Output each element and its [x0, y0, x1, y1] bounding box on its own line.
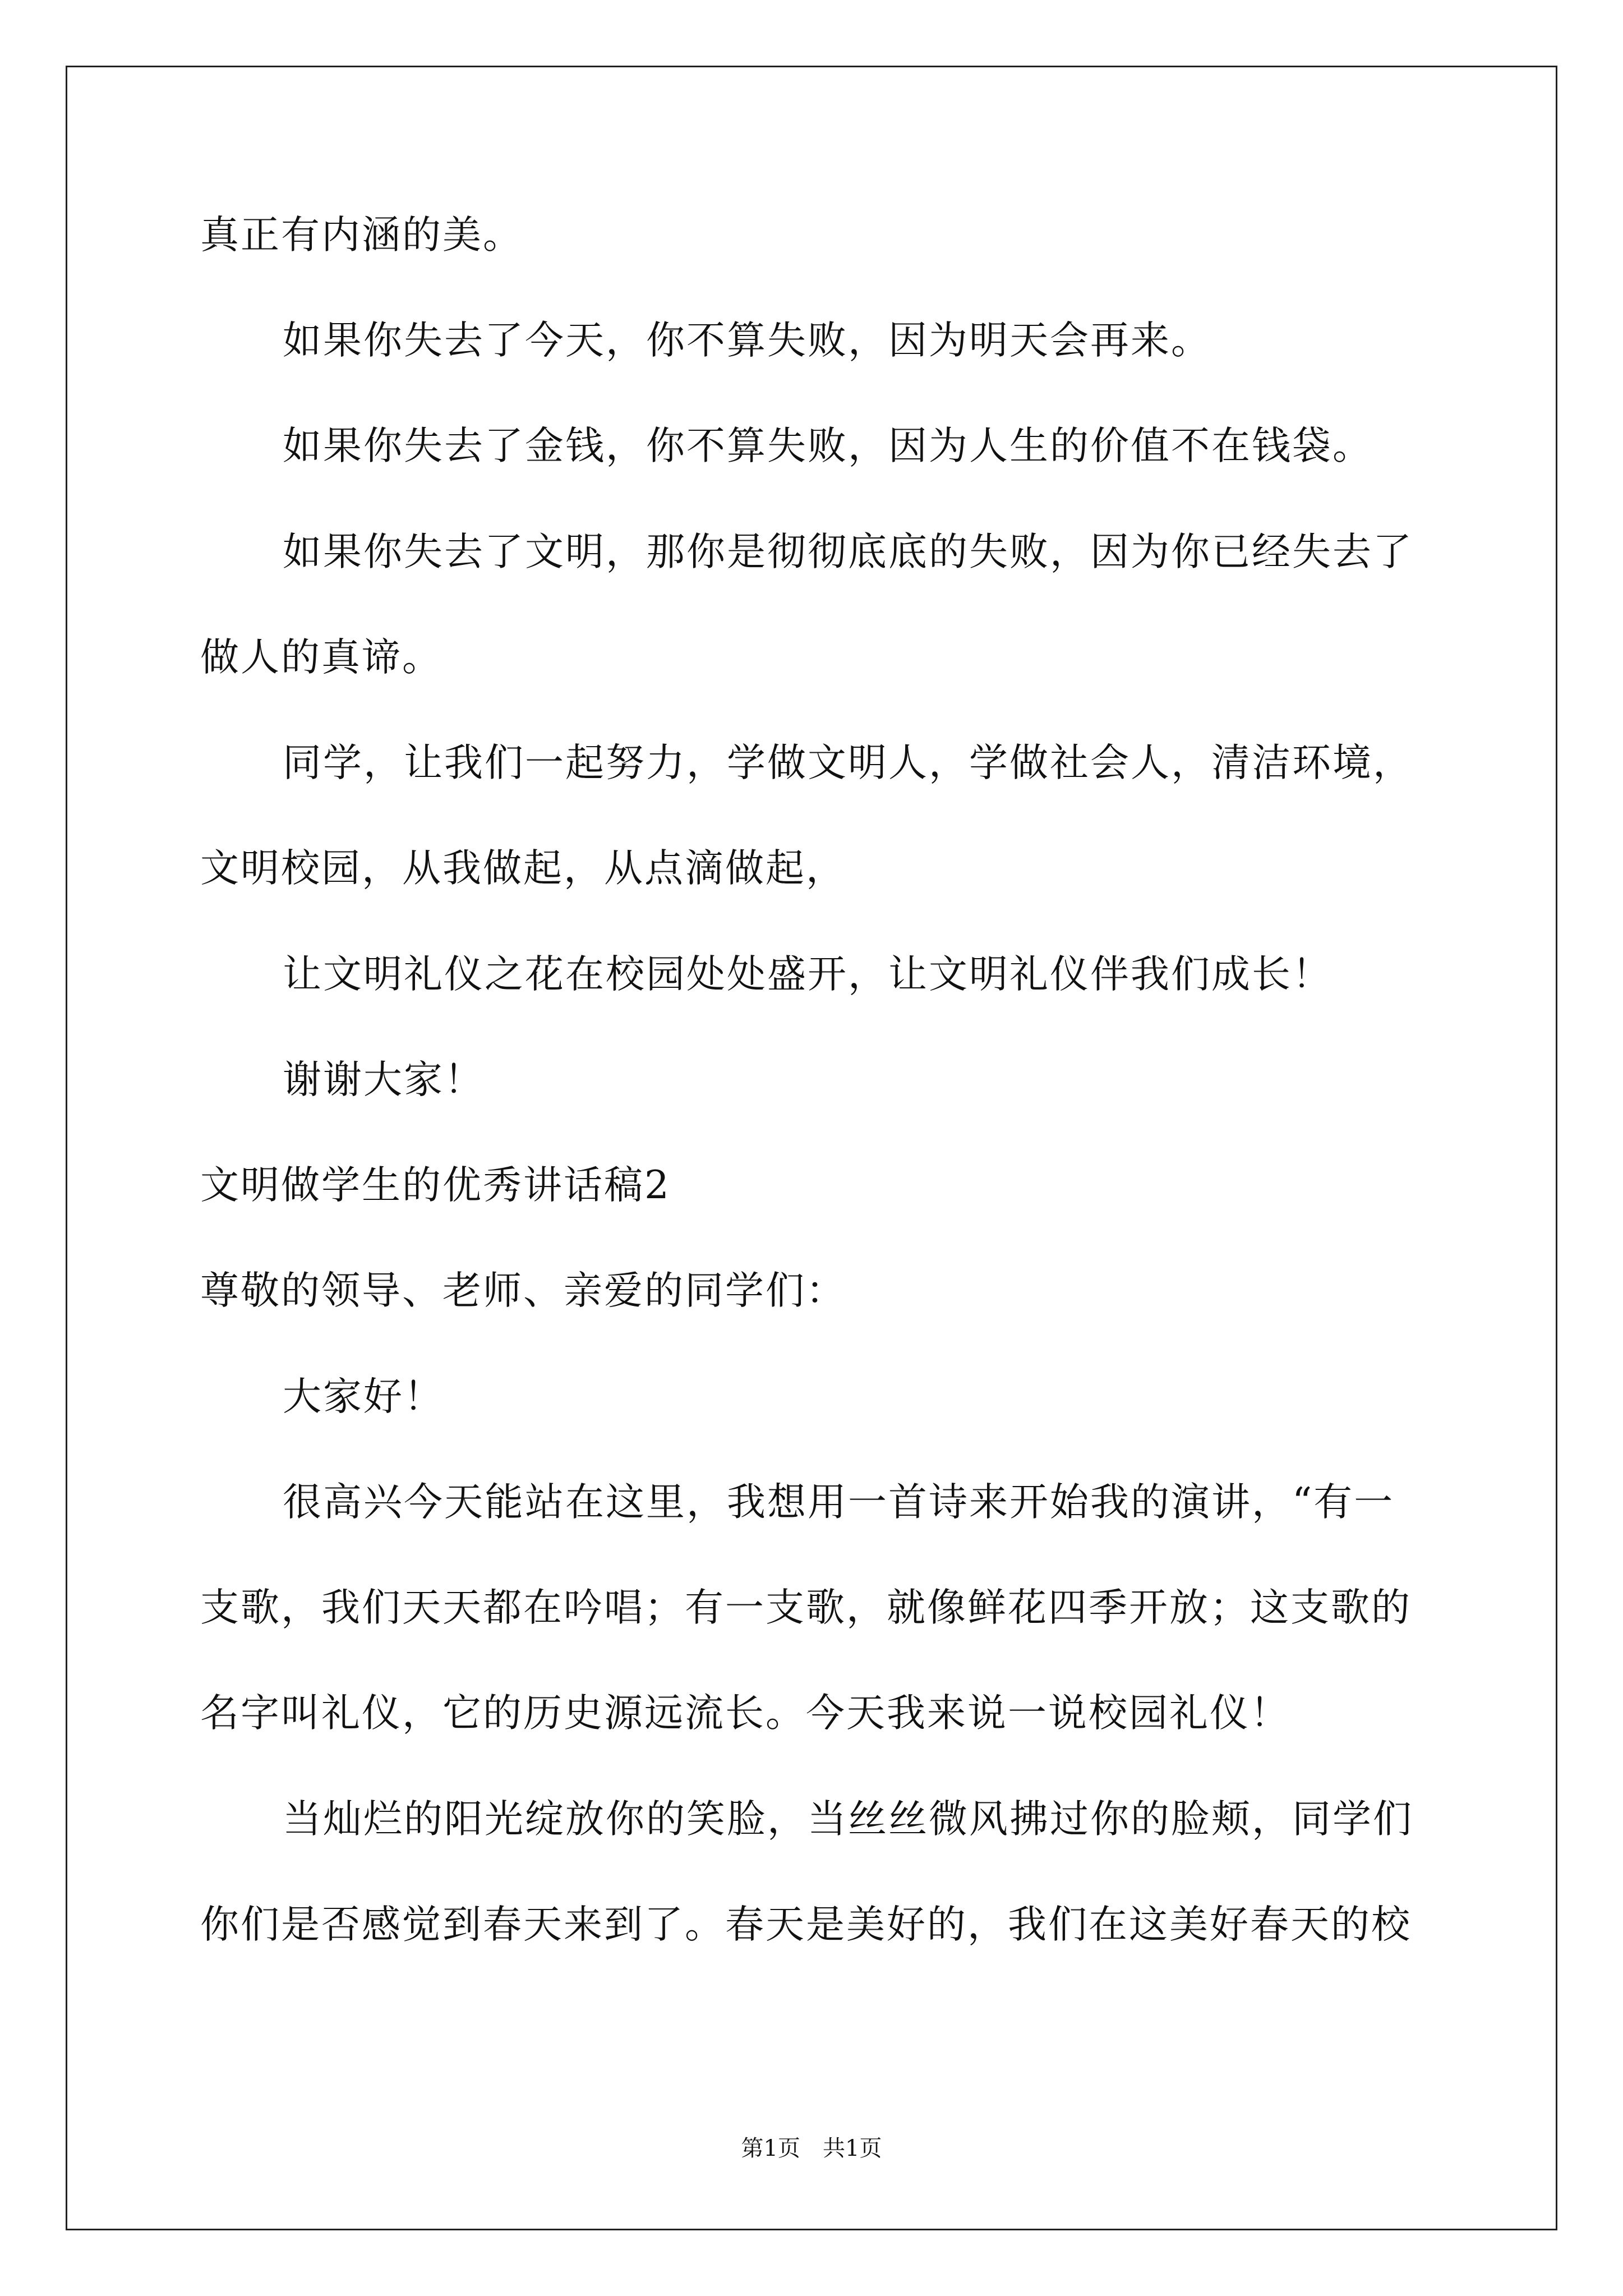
text-line: 让文明礼仪之花在校园处处盛开，让文明礼仪伴我们成长！: [283, 952, 1332, 997]
text-line: 名字叫礼仪，它的历史源远流长。今天我来说一说校园礼仪！: [200, 1691, 1290, 1736]
text-line: 很高兴今天能站在这里，我想用一首诗来开始我的演讲，“有一: [283, 1480, 1395, 1525]
text-line: 同学，让我们一起努力，学做文明人，学做社会人，清洁环境，: [283, 740, 1413, 785]
greeting: 大家好！: [283, 1374, 444, 1419]
text-line: 做人的真谛。: [200, 635, 442, 680]
text-line: 如果你失去了金钱，你不算失败，因为人生的价值不在钱袋。: [283, 424, 1373, 468]
text-line: 支歌，我们天天都在吟唱；有一支歌，就像鲜花四季开放；这支歌的: [200, 1585, 1412, 1630]
text-line: 谢谢大家！: [283, 1057, 485, 1102]
text-line: 如果你失去了今天，你不算失败，因为明天会再来。: [283, 318, 1211, 363]
section-title: 文明做学生的优秀讲话稿2: [200, 1163, 671, 1208]
text-line: 当灿烂的阳光绽放你的笑脸，当丝丝微风拂过你的脸颊，同学们: [283, 1797, 1413, 1842]
text-line: 真正有内涵的美。: [200, 213, 523, 257]
text-line: 如果你失去了文明，那你是彻彻底底的失败，因为你已经失去了: [283, 530, 1413, 574]
page-footer: 第1页 共1页: [741, 2136, 882, 2161]
salutation: 尊敬的领导、老师、亲爱的同学们：: [200, 1268, 846, 1313]
text-line: 你们是否感觉到春天来到了。春天是美好的，我们在这美好春天的校: [200, 1902, 1412, 1947]
text-line: 文明校园，从我做起，从点滴做起，: [200, 846, 846, 891]
